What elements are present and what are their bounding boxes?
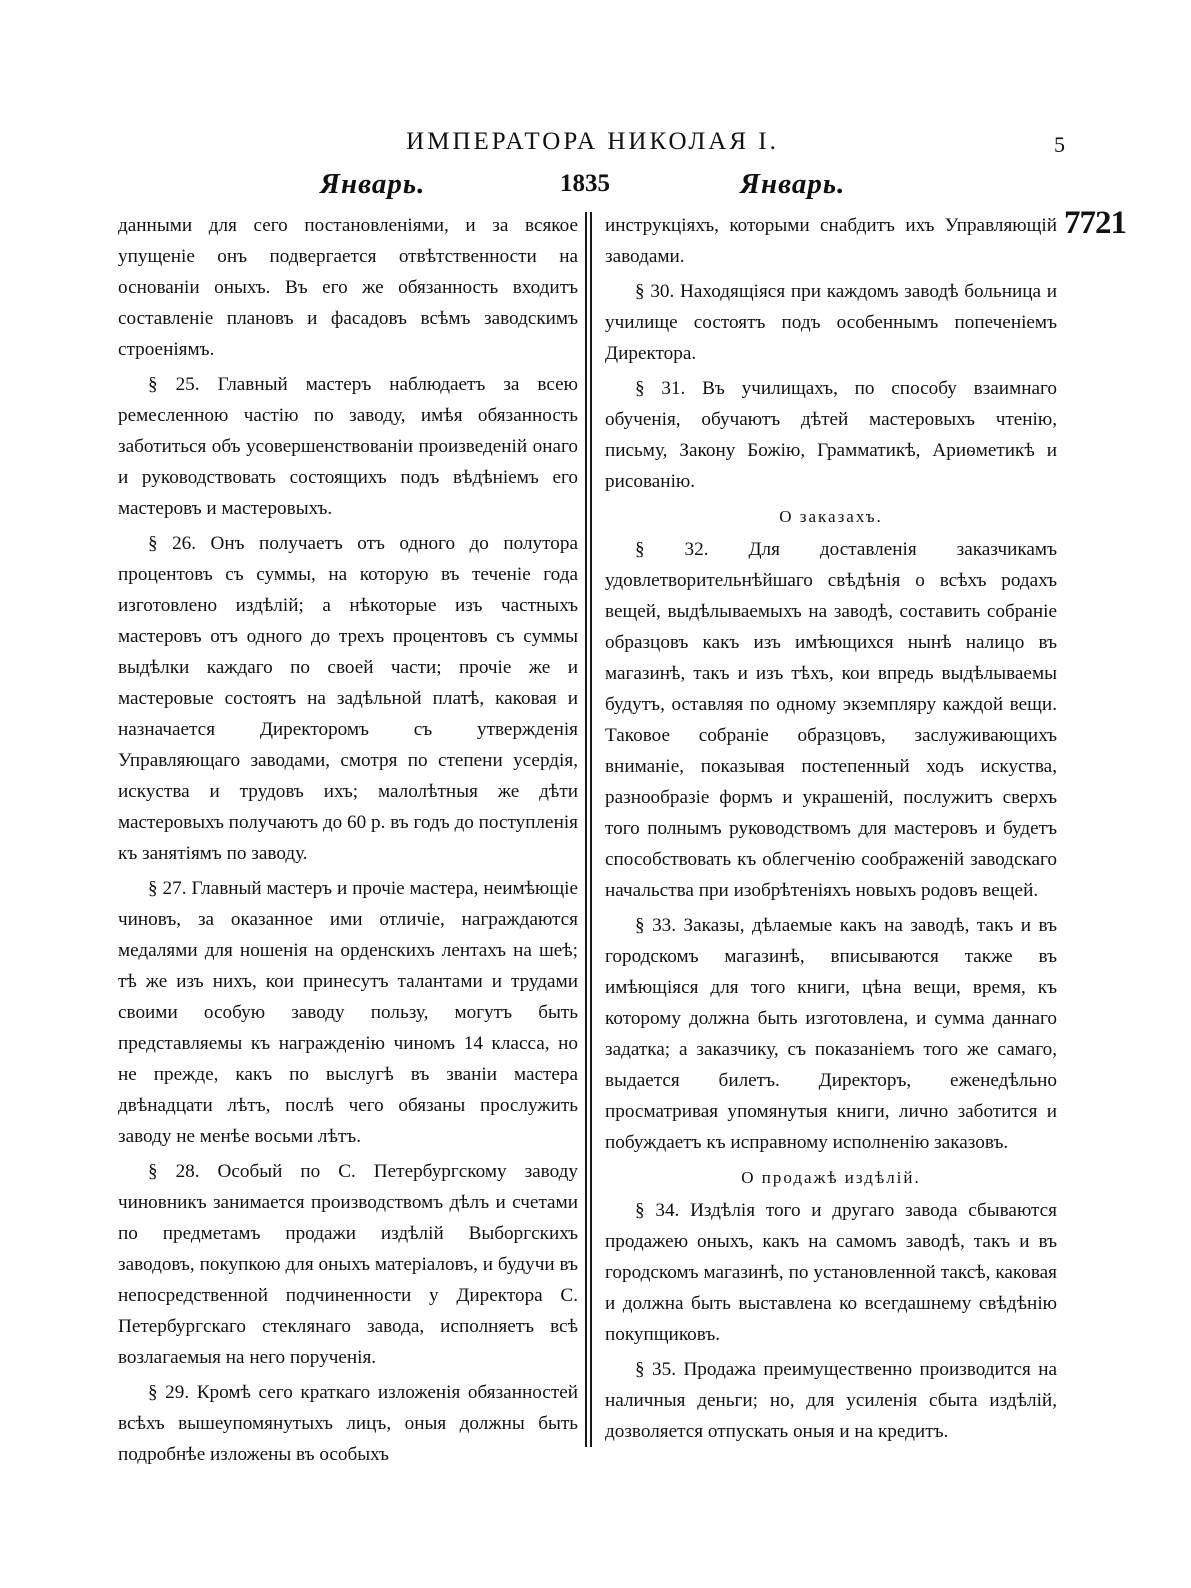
paragraph: § 30. Находящіяся при каждомъ заводѣ больница и училище состоятъ подъ особеннымъ попеченіемъ Директора.: [605, 281, 1057, 364]
paragraph: данными для сего постановленіями, и за всякое упущеніе онъ подвергается отвѣтственности на основаніи оныхъ. Въ его же обязанность входитъ составленіе плановъ и фасадовъ всѣмъ заводскимъ строеніямъ.: [118, 215, 578, 360]
running-head: [120, 128, 1065, 164]
paragraph: § 25. Главный мастеръ наблюдаетъ за всею ремесленною частію по заводу, имѣя обязанность заботиться объ усовершенствованіи произведеній онаго и руководствовать состоящихъ подъ вѣдѣніемъ его мастеровъ и мастеровыхъ.: [118, 374, 578, 519]
paragraph: § 28. Особый по С. Петербургскому заводу чиновникъ занимается производствомъ дѣлъ и счетами по предметамъ продажи издѣлій Выборгскихъ заводовъ, покупкою для оныхъ матеріаловъ, и будучи въ непосредственной подчиненности у Директора С. Петербургскаго стеклянаго завода, исполняетъ всѣ возлагаемыя на него порученія.: [118, 1161, 578, 1368]
date-row: [120, 168, 955, 208]
month-left: Январь.: [320, 168, 426, 200]
left-column: [118, 210, 578, 1474]
section-heading: О заказахъ.: [779, 507, 883, 526]
page-number: 5: [1054, 132, 1065, 157]
paragraph: § 31. Въ училищахъ, по способу взаимнаго обученія, обучаютъ дѣтей мастеровыхъ чтенію, письму, Закону Божію, Грамматикѣ, Ариѳметикѣ и рисованію.: [605, 378, 1057, 492]
paragraph: § 35. Продажа преимущественно производится на наличныя деньги; но, для усиленія сбыта издѣлій, дозволяется отпускать оныя и на кредитъ.: [605, 1359, 1057, 1442]
column-divider: [585, 212, 587, 1447]
year: 1835: [560, 170, 610, 197]
running-title: ИМПЕРАТОРА НИКОЛАЯ I.: [406, 128, 779, 155]
month-right: Январь.: [740, 168, 846, 200]
entry-number: 7721: [1064, 205, 1126, 241]
paragraph: § 32. Для доставленія заказчикамъ удовлетворительнѣйшаго свѣдѣнія о всѣхъ родахъ вещей, выдѣлываемыхъ на заводѣ, составить собраніе образцовъ какъ изъ имѣющихся нынѣ налицо въ магазинѣ, такъ и изъ тѣхъ, кои впредь выдѣлываемы будутъ, оставляя по одному экземпляру каждой вещи. Таковое собраніе образцовъ, заслуживающихъ вниманіе, показывая постепенный ходъ искуства, разнообразіе формъ и украшеній, послужитъ сверхъ того полнымъ руководствомъ для мастеровъ и будетъ способствовать къ облегченію соображеній заводскаго начальства при изобрѣтеніяхъ новыхъ родовъ вещей.: [605, 539, 1057, 901]
right-column: [605, 210, 1057, 1451]
paragraph: инструкціяхъ, которыми снабдитъ ихъ Управляющій заводами.: [605, 215, 1057, 267]
paragraph: § 29. Кромѣ сего краткаго изложенія обязанностей всѣхъ вышеупомянутыхъ лицъ, оныя должны быть подробнѣе изложены въ особыхъ: [118, 1382, 578, 1465]
paragraph: § 34. Издѣлія того и другаго завода сбываются продажею оныхъ, какъ на самомъ заводѣ, такъ и въ городскомъ магазинѣ, по установленной таксѣ, каковая и должна быть выставлена ко всегдашнему свѣдѣнію покупщиковъ.: [605, 1200, 1057, 1345]
paragraph: § 27. Главный мастеръ и прочіе мастера, неимѣющіе чиновъ, за оказанное ими отличіе, награждаются медалями для ношенія на орденскихъ лентахъ на шеѣ; тѣ же изъ нихъ, кои принесутъ талантами и трудами своими особую заводу пользу, могутъ быть представляемы къ награжденію чиномъ 14 класса, но не прежде, какъ по выслугѣ въ званіи мастера двѣнадцати лѣтъ, послѣ чего обязаны прослужить заводу не менѣе восьми лѣтъ.: [118, 878, 578, 1147]
section-heading: О продажѣ издѣлій.: [741, 1168, 921, 1187]
paragraph: § 26. Онъ получаетъ отъ одного до полутора процентовъ съ суммы, на которую въ теченіе года изготовлено издѣлій; а нѣкоторые изъ частныхъ мастеровъ отъ одного до трехъ процентовъ съ суммы выдѣлки каждаго по своей части; прочіе же и мастеровые состоятъ на задѣльной платѣ, каковая и назначается Директоромъ съ утвержденія Управляющаго заводами, смотря по степени усердія, искуства и трудовъ ихъ; малолѣтныя же дѣти мастеровыхъ получаютъ до 60 р. въ годъ до поступленія къ занятіямъ по заводу.: [118, 533, 578, 864]
paragraph: § 33. Заказы, дѣлаемые какъ на заводѣ, такъ и въ городскомъ магазинѣ, вписываются также въ имѣющіяся для того книги, цѣна вещи, время, къ которому должна быть изготовлена, и сумма даннаго задатка; а заказчику, съ показаніемъ того же самаго, выдается билетъ. Директоръ, еженедѣльно просматривая упомянутыя книги, лично заботится и побуждаетъ къ исправному исполненію заказовъ.: [605, 915, 1057, 1153]
column-divider: [590, 212, 592, 1447]
